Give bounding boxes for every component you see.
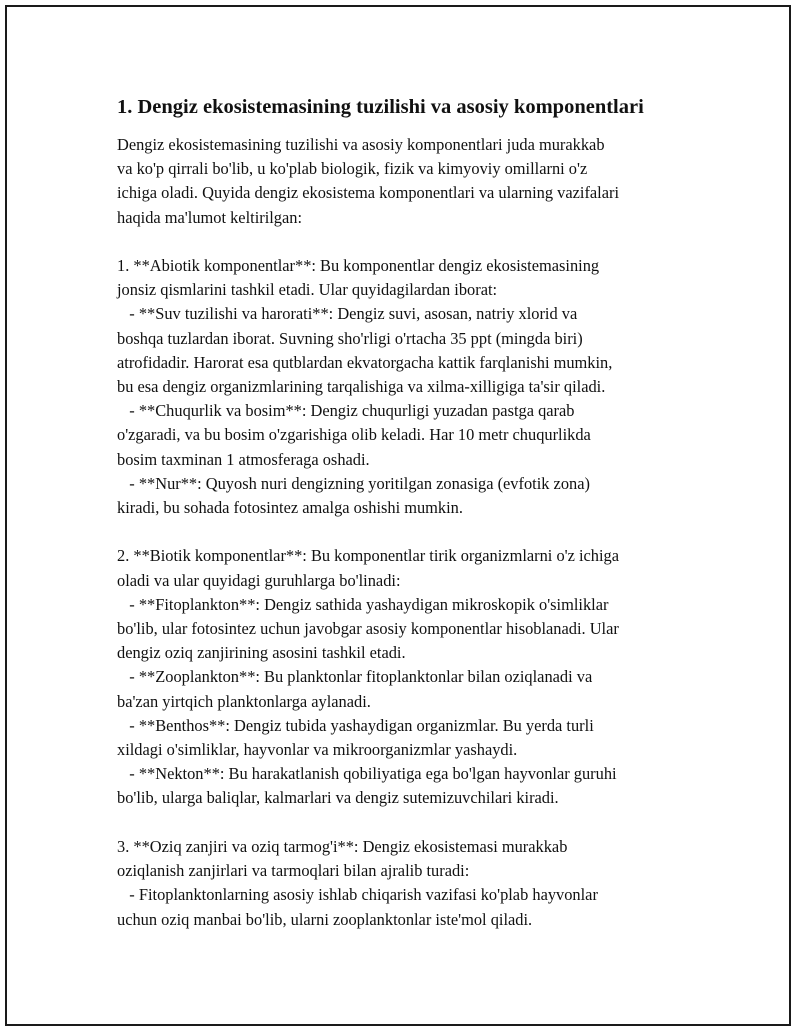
document-title: 1. Dengiz ekosistemasining tuzilishi va asosiy komponentlari xyxy=(117,96,644,118)
document-body-text: Dengiz ekosistemasining tuzilishi va asosiy komponentlari juda murakkab va ko'p qirrali bo'lib, u ko'plab biologik, fizik va kimyoviy omillarni o'z ichiga oladi. Quyida dengiz ekosistema komponentlari va ularning vazifalari haqida ma'lumot keltirilgan: 1. **Abiotik komponentlar**: Bu komponentlar dengiz ekosistemasining jonsiz qismlarini tashkil etadi. Ular quyidagilardan iborat: - **Suv tuzilishi va harorati**: Dengiz suvi, asosan, natriy xlorid va boshqa tuzlardan iborat. Suvning sho'rligi o'rtacha 35 ppt (mingda biri) atrofidadir. Harorat esa qutblardan ekvatorgacha kattik farqlanishi mumkin, bu esa dengiz organizmlarining tarqalishiga va xilma-xilligiga ta'sir qiladi. - **Chuqurlik va bosim**: Dengiz chuqurligi yuzadan pastga qarab o'zgaradi, va bu bosim o'zgarishiga olib keladi. Har 10 metr chuqurlikda bosim taxminan 1 atmosferaga oshadi. - **Nur**: Quyosh nuri dengizning yoritilgan zonasiga (evfotik zona) kiradi, bu sohada fotosintez amalga oshishi mumkin. 2. **Biotik komponentlar**: Bu komponentlar tirik organizmlarni o'z ichiga oladi va ular quyidagi guruhlarga bo'linadi: - **Fitoplankton**: Dengiz sathida yashaydigan mikroskopik o'simliklar bo'lib, ular fotosintez uchun javobgar asosiy komponentlar hisoblanadi. Ular dengiz oziq zanjirining asosini tashkil etadi. - **Zooplankton**: Bu planktonlar fitoplanktonlar bilan oziqlanadi va ba'zan yirtqich planktonlarga aylanadi. - **Benthos**: Dengiz tubida yashaydigan organizmlar. Bu yerda turli xildagi o'simliklar, hayvonlar va mikroorganizmlar yashaydi. - **Nekton**: Bu harakatlanish qobiliyatiga ega bo'lgan hayvonlar guruhi bo'lib, ularga baliqlar, kalmarlari va dengiz sutemizuvchilari kiradi. 3. **Oziq zanjiri va oziq tarmog'i**: Dengiz ekosistemasi murakkab oziqlanish zanjirlari va tarmoqlari bilan ajralib turadi: - Fitoplanktonlarning asosiy ishlab chiqarish vazifasi ko'plab hayvonlar uchun oziq manbai bo'lib, ularni zooplanktonlar iste'mol qiladi. xyxy=(117,135,620,929)
document-content xyxy=(117,93,697,932)
